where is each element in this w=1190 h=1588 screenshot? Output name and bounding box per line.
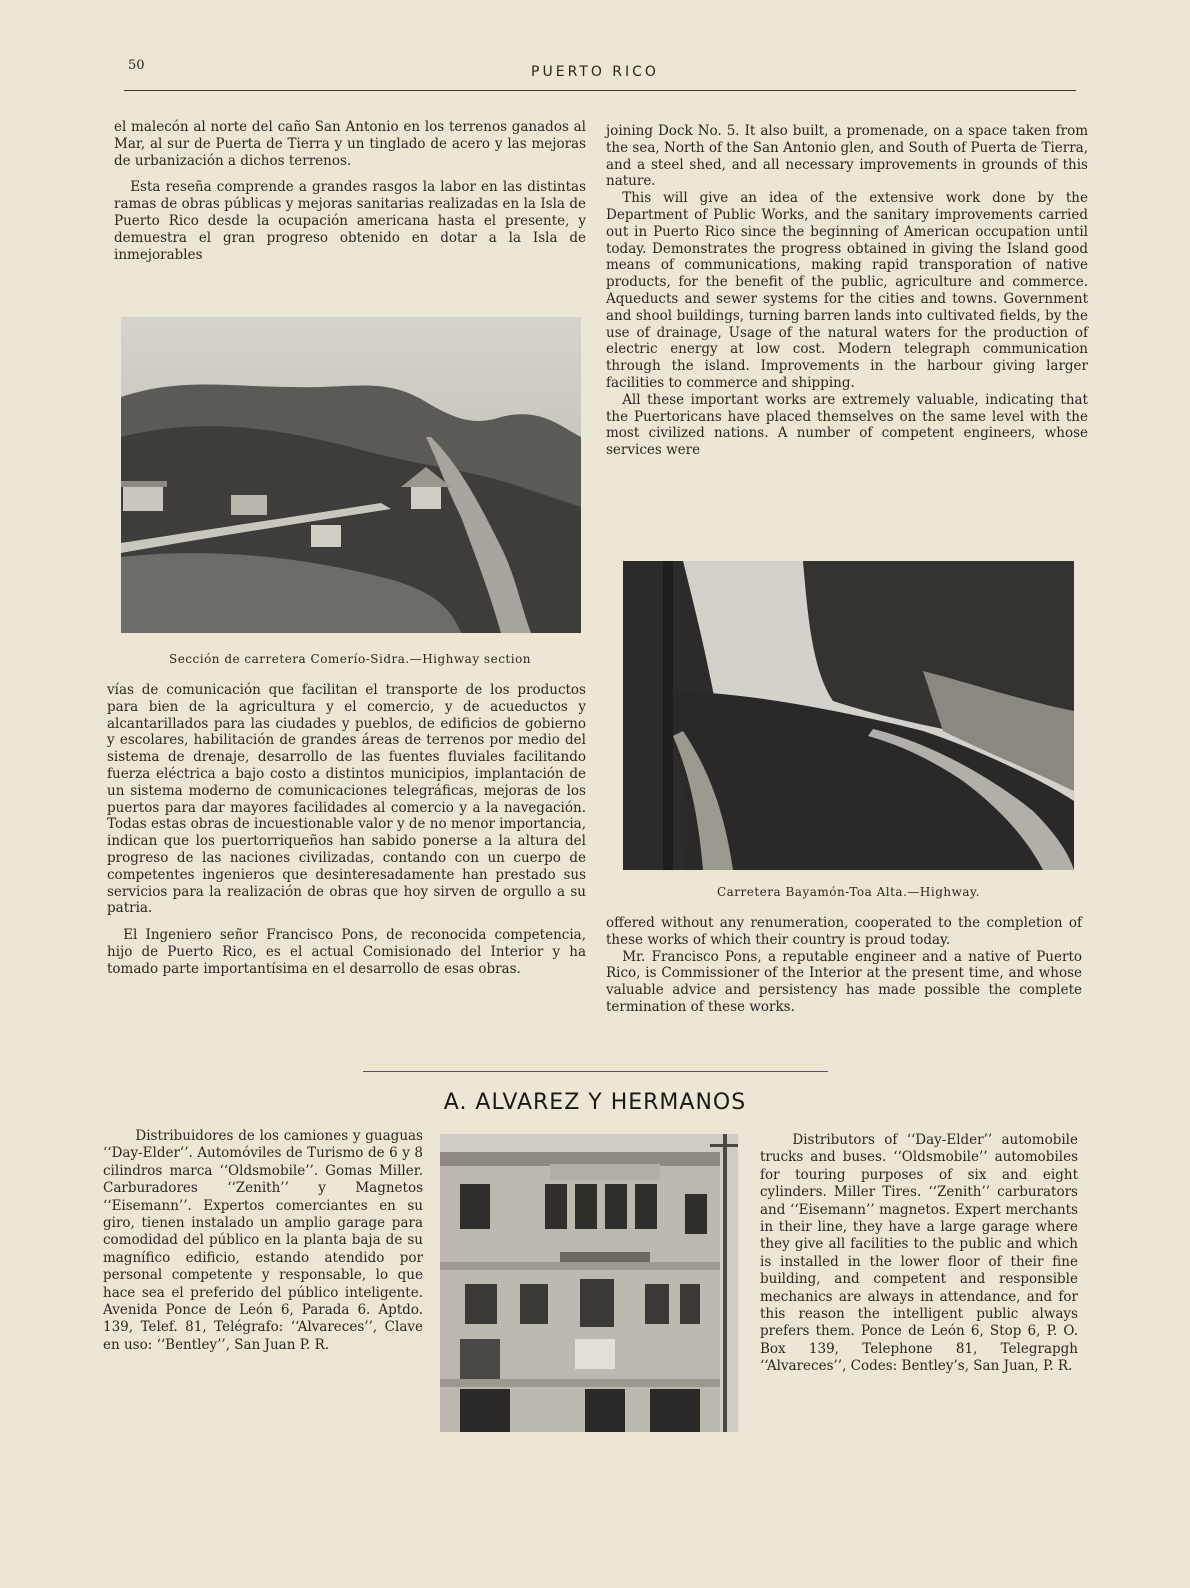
right-paragraph-2: This will give an idea of the extensive work done by the Department of Public Works, and the sanitary improvements carried out in Puerto Rico since the beginning of American occupation until today. Demonstrates the progress obtained in giving the Island good means of communications, making rapid transporation of native products, for the benefit of the public, agriculture and commerce. Aqueducts and sewer systems for the cities and towns. Government and shool buildings, turning barren lands into cultivated fields, by the use of drainage, Usage of the natural waters for the production of electric energy at low cost. Modern telegraph communication through the island. Improvements in the harbour giving larger facilities to commerce and shipping. [606,190,1088,391]
advertisement-english-paragraph: Distributors of ‘‘Day-Elder’’ automobile trucks and buses. ‘‘Oldsmobile’’ automobiles for touring purposes of six and eight cylinders. Miller Tires. ‘‘Zenith’’ carburators and ‘‘Eisemann’’ magnetos. Expert merchants in their line, they have a large garage where they give all facilities to the public and which is installed in the lower floor of their fine building, and competent and responsible mechanics are always in attendance, and for this reason the intelligent public always prefers them. Ponce de León 6, Stop 6, P. O. Box 139, Telephone 81, Telegrapgh ‘‘Alvareces’’, Codes: Bentley’s, San Juan, P. R. [760,1132,1078,1375]
right-paragraph-3: All these important works are extremely valuable, indicating that the Puertoricans have placed themselves on the same level with the most civilized nations. A number of competent engineers, whose services were [606,391,1088,459]
left-column-bottom [107,682,586,988]
left-paragraph-4: El Ingeniero señor Francisco Pons, de reconocida competencia, hijo de Puerto Rico, es el actual Comisionado del Interior y ha tomado parte importantísima en el desarrollo de esas obras. [107,927,586,977]
advertisement-english-text [760,1132,1078,1376]
photo-comerio-sidra-highway [121,317,581,633]
right-column-bottom [606,915,1082,1016]
left-paragraph-1: el malecón al norte del caño San Antonio en los terrenos ganados al Mar, al sur de Puerta de Tierra y un tinglado de acero y las mejoras de urbanización a dichos terrenos. [114,119,586,169]
photo-bayamon-toa-alta-highway [623,561,1074,870]
right-column-top [606,123,1088,459]
highway-landscape-image [121,317,581,633]
building-facade-image [440,1134,738,1432]
photo-alvarez-building [440,1134,738,1432]
right-paragraph-5: Mr. Francisco Pons, a reputable engineer and a native of Puerto Rico, is Commissioner of the Interior at the present time, and whose valuable advice and persistency has made possible the complete termination of these works. [606,948,1082,1015]
road-ravine-image [623,561,1074,870]
advertisement-spanish-text [103,1128,423,1354]
left-column-top [114,119,586,263]
advertisement-spanish-paragraph: Distribuidores de los camiones y guaguas ‘‘Day-Elder’’. Automóviles de Turismo de 6 y 8 cilindros marca ‘‘Oldsmobile’’. Gomas Miller. Carburadores ‘‘Zenith’’ y Magnetos ‘‘Eisemann’’. Expertos comerciantes en su giro, tienen instalado un amplio garage para comodidad del público en la planta baja de su magnífico edificio, estando atendido por personal competente y responsable, lo que hace sea el preferido del público inteligente. Avenida Ponce de León 6, Parada 6. Aptdo. 139, Telef. 81, Telégrafo: ‘‘Alvareces’’, Clave en uso: ‘‘Bentley’’, San Juan P. R. [103,1128,423,1353]
section-divider [363,1071,828,1072]
right-paragraph-4: offered without any renumeration, cooperated to the completion of these works of which their country is proud today. [606,915,1082,948]
photo-1-caption: Sección de carretera Comerío-Sidra.—Highway section [168,652,532,666]
photo-2-caption: Carretera Bayamón-Toa Alta.—Highway. [716,885,981,899]
right-paragraph-1: joining Dock No. 5. It also built, a promenade, on a space taken from the sea, North of the San Antonio glen, and South of Puerta de Tierra, and a steel shed, and all necessary improvements in grounds of this nature. [606,123,1088,190]
advertisement-title: A. ALVAREZ Y HERMANOS [443,1090,747,1115]
running-head: PUERTO RICO [531,64,659,80]
header-rule [124,90,1076,91]
left-paragraph-3: vías de comunicación que facilitan el transporte de los productos para bien de la agricultura y el comercio, y de acueductos y alcantarillados para las ciudades y pueblos, de edificios de gobierno y escolares, habilitación de grandes áreas de terrenos por medio del sistema de drenaje, desarrollo de las fuentes fluviales facilitando fuerza eléctrica a bajo costo a distintos municipios, implantación de un sistema moderno de comunicaciones telegráficas, mejoras de los puertos para dar mayores facilidades al comercio y a la navegación. Todas estas obras de incuestionable valor y de no menor importancia, indican que los puertorriqueños han sabido ponerse a la altura del progreso de las naciones civilizadas, contando con un cuerpo de competentes ingenieros que desinteresadamente han prestado sus servicios para la realización de obras que hoy sirven de orgullo a su patria. [107,682,586,917]
left-paragraph-2: Esta reseña comprende a grandes rasgos la labor en las distintas ramas de obras públicas y mejoras sanitarias realizadas en la Isla de Puerto Rico desde la ocupación americana hasta el presente, y demuestra el gran progreso obtenido en dotar a la Isla de inmejorables [114,179,586,263]
page-number: 50 [128,58,145,73]
